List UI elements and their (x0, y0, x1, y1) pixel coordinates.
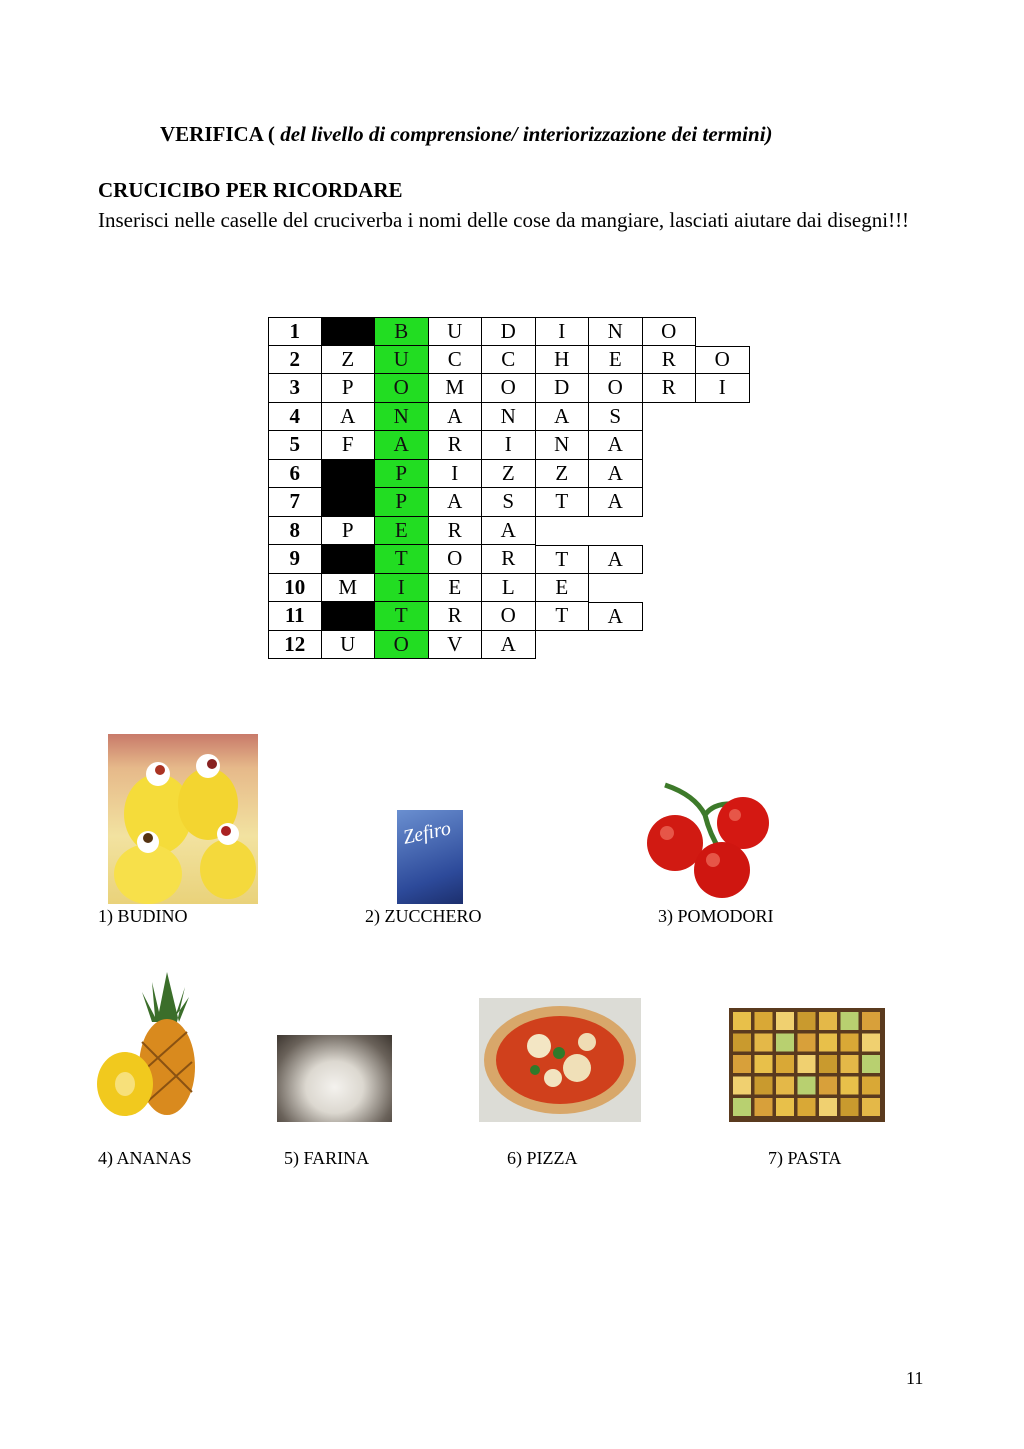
crossword-row-number: 8 (268, 517, 322, 546)
crossword-cell: P (322, 374, 376, 403)
crossword-highlight-cell: A (375, 431, 429, 460)
caption-pasta: 7) PASTA (768, 1148, 842, 1168)
crossword-cell: O (482, 374, 536, 403)
pasta-compartment (819, 1077, 837, 1095)
crossword-cell: I (536, 317, 590, 346)
crossword-cell: T (536, 545, 590, 574)
crossword-highlight-cell: T (375, 602, 429, 631)
crossword-row (268, 431, 750, 460)
pasta-compartment (819, 1034, 837, 1052)
pasta-compartment (798, 1098, 816, 1116)
crossword-cell: A (589, 431, 643, 460)
crossword-row-number: 7 (268, 488, 322, 517)
crossword-row (268, 574, 750, 603)
pasta-compartment (776, 1055, 794, 1073)
pasta-compartment (841, 1034, 859, 1052)
crossword-cell: L (482, 574, 536, 603)
crossword-cell: R (643, 346, 697, 375)
crossword-row (268, 374, 750, 403)
pasta-compartment (733, 1077, 751, 1095)
crossword-row-number: 11 (268, 602, 322, 631)
crossword-cell: M (429, 374, 483, 403)
pudding-photo (108, 734, 258, 904)
pasta-compartment (755, 1055, 773, 1073)
crossword-cell: E (429, 574, 483, 603)
pasta-compartment (819, 1012, 837, 1030)
flour-photo (277, 1035, 392, 1122)
pasta-compartment (755, 1012, 773, 1030)
crossword-row (268, 631, 750, 660)
crossword-cell: A (482, 631, 536, 660)
crossword-cell: E (589, 346, 643, 375)
crossword-cell: A (429, 488, 483, 517)
caption-budino: 1) BUDINO (98, 906, 188, 926)
crossword-highlight-cell: B (375, 317, 429, 346)
crossword-row-number: 9 (268, 545, 322, 574)
crossword-row-number: 3 (268, 374, 322, 403)
crossword-cell: A (589, 460, 643, 489)
crossword-cell: A (429, 403, 483, 432)
pasta-compartment (776, 1034, 794, 1052)
crossword-cell: O (589, 374, 643, 403)
crossword-highlight-cell: O (375, 631, 429, 660)
crossword-cell: Z (536, 460, 590, 489)
crossword-cell: O (643, 317, 697, 346)
caption-pomodori: 3) POMODORI (658, 906, 774, 926)
pasta-compartment (841, 1012, 859, 1030)
pasta-compartment (862, 1034, 880, 1052)
crossword-row-number: 5 (268, 431, 322, 460)
pasta-compartment (733, 1034, 751, 1052)
crossword-row (268, 346, 750, 375)
crossword-row-number: 2 (268, 346, 322, 375)
crossword-row (268, 317, 750, 346)
crossword-cell: A (589, 602, 643, 631)
crossword-cell: I (429, 460, 483, 489)
crossword-cell: R (429, 602, 483, 631)
pasta-compartment (841, 1055, 859, 1073)
crossword-cell: N (482, 403, 536, 432)
page-number: 11 (906, 1368, 924, 1388)
pasta-compartment (733, 1055, 751, 1073)
crossword-black-cell (322, 488, 376, 517)
heading-italic: del livello di comprensione/ interiorizzazione dei termini) (280, 122, 773, 146)
pizza-photo (479, 998, 641, 1122)
crossword-row (268, 517, 750, 546)
crossword-cell: D (536, 374, 590, 403)
pasta-compartment (755, 1077, 773, 1095)
instructions-text: Inserisci nelle caselle del cruciverba i nomi delle cose da mangiare, lasciati aiutare dai disegni!!! (98, 208, 910, 232)
crossword-cell: A (536, 403, 590, 432)
crossword-cell: O (482, 602, 536, 631)
pasta-compartment (798, 1055, 816, 1073)
caption-farina: 5) FARINA (284, 1148, 370, 1168)
pasta-compartment (862, 1077, 880, 1095)
crossword-highlight-cell: O (375, 374, 429, 403)
heading-prefix: VERIFICA ( (160, 122, 281, 146)
crossword-cell: S (482, 488, 536, 517)
crossword-cell: T (536, 602, 590, 631)
caption-ananas: 4) ANANAS (98, 1148, 192, 1168)
crossword-cell: R (643, 374, 697, 403)
crossword-cell: Z (322, 346, 376, 375)
pasta-compartment (798, 1034, 816, 1052)
pasta-compartment (776, 1098, 794, 1116)
crossword-cell: O (429, 545, 483, 574)
pasta-compartment (819, 1098, 837, 1116)
crossword-cell: S (589, 403, 643, 432)
crossword-cell: T (536, 488, 590, 517)
crossword-row (268, 403, 750, 432)
crossword-cell: R (482, 545, 536, 574)
crossword-cell: R (429, 517, 483, 546)
crossword-highlight-cell: E (375, 517, 429, 546)
crossword-highlight-cell: N (375, 403, 429, 432)
crossword-cell: A (589, 488, 643, 517)
crossword-black-cell (322, 602, 376, 631)
crossword-cell: C (482, 346, 536, 375)
crossword-black-cell (322, 317, 376, 346)
crossword-row-number: 10 (268, 574, 322, 603)
crossword-row (268, 602, 750, 631)
crossword-cell: V (429, 631, 483, 660)
crossword-highlight-cell: I (375, 574, 429, 603)
crossword-cell: U (429, 317, 483, 346)
crossword-row (268, 545, 750, 574)
crossword-row-number: 6 (268, 460, 322, 489)
crossword-cell: I (696, 374, 750, 403)
pasta-compartment (733, 1098, 751, 1116)
pineapple-photo (97, 972, 197, 1122)
crossword-cell: M (322, 574, 376, 603)
crossword-row-number: 1 (268, 317, 322, 346)
pasta-compartment (862, 1055, 880, 1073)
crossword-cell: I (482, 431, 536, 460)
pasta-compartment (776, 1077, 794, 1095)
crossword-row (268, 488, 750, 517)
crossword-cell: D (482, 317, 536, 346)
crossword-highlight-cell: U (375, 346, 429, 375)
crossword-highlight-cell: P (375, 488, 429, 517)
pasta-compartment (819, 1055, 837, 1073)
pasta-compartment (862, 1012, 880, 1030)
crossword-cell: O (696, 346, 750, 375)
pasta-compartment (755, 1034, 773, 1052)
pasta-compartment (862, 1098, 880, 1116)
crossword-cell: U (322, 631, 376, 660)
pasta-compartment (798, 1077, 816, 1095)
crossword-cell: N (589, 317, 643, 346)
crossword-cell: P (322, 517, 376, 546)
crossword-row-number: 12 (268, 631, 322, 660)
caption-pizza: 6) PIZZA (507, 1148, 578, 1168)
page-heading (160, 122, 773, 147)
pasta-compartment (776, 1012, 794, 1030)
sugar-box-photo (397, 810, 463, 904)
crossword-highlight-cell: T (375, 545, 429, 574)
crossword-cell: F (322, 431, 376, 460)
crossword-grid (268, 317, 750, 659)
crossword-cell: A (589, 545, 643, 574)
caption-zucchero: 2) ZUCCHERO (365, 906, 482, 926)
sugar-brand-label: Zefiro (401, 817, 453, 849)
crossword-black-cell (322, 545, 376, 574)
pasta-box-photo (729, 1008, 885, 1122)
pasta-compartment (733, 1012, 751, 1030)
crossword-cell: A (322, 403, 376, 432)
crossword-cell: N (536, 431, 590, 460)
crossword-row-number: 4 (268, 403, 322, 432)
crossword-cell: A (482, 517, 536, 546)
crossword-cell: H (536, 346, 590, 375)
pasta-compartment (755, 1098, 773, 1116)
pasta-compartment (841, 1077, 859, 1095)
crossword-cell: R (429, 431, 483, 460)
crossword-highlight-cell: P (375, 460, 429, 489)
tomatoes-photo (645, 775, 775, 900)
crossword-cell: C (429, 346, 483, 375)
crossword-row (268, 460, 750, 489)
section-title: CRUCICIBO PER RICORDARE (98, 178, 403, 202)
crossword-black-cell (322, 460, 376, 489)
pasta-compartment (841, 1098, 859, 1116)
pasta-compartment (798, 1012, 816, 1030)
crossword-cell: E (536, 574, 590, 603)
crossword-cell: Z (482, 460, 536, 489)
